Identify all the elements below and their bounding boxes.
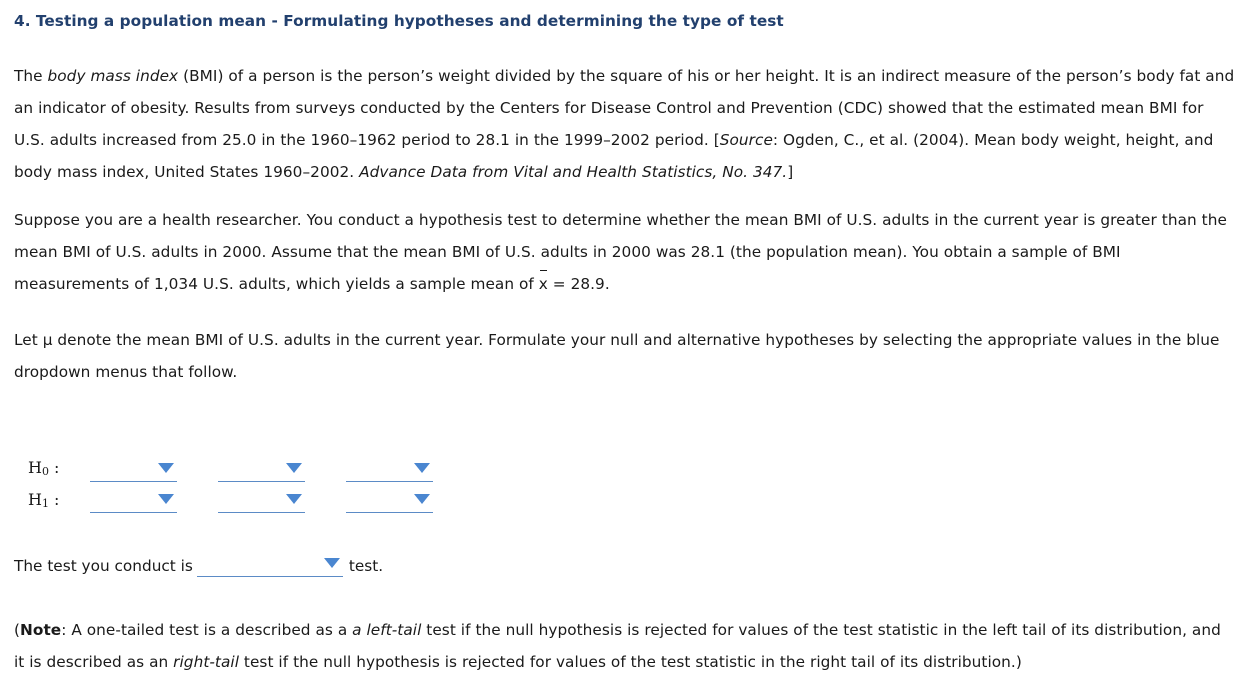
dropdown-arrow-icon (414, 494, 430, 504)
h1-subscript: 1 (41, 497, 49, 510)
dropdown-arrow-icon (286, 494, 302, 504)
scenario-paragraph (14, 204, 1234, 300)
note-text-3: test if the null hypothesis is rejected for values of the test statistic in the right tail of its distribution.) (239, 653, 1022, 671)
intro-paragraph (14, 60, 1234, 188)
null-hypothesis-label (28, 458, 59, 477)
dropdown-arrow-icon (286, 463, 302, 473)
intro-text-2: (BMI) of a person is the person’s weight divided by the square of his or her height. It is an indirect measure of the person’s body fat and an indicator of obesity. Results from surveys conducted by the Centers for Disease Control and Prevention (CDC) showed that the estimated mean BMI for U.S. adults increased from 25.0 in the 1960–1962 period to 28.1 in the 1999–2002 period. [ (14, 67, 1234, 149)
h0-operator-dropdown[interactable] (218, 459, 305, 482)
h0-value-dropdown[interactable] (346, 459, 433, 482)
h0-letter: H (28, 458, 42, 477)
note-paragraph (14, 614, 1234, 678)
note-text-1: : A one-tailed test is a described as a (61, 621, 353, 639)
test-type-suffix: test. (348, 557, 384, 575)
dropdown-arrow-icon (158, 494, 174, 504)
scenario-text: Suppose you are a health researcher. You conduct a hypothesis test to determine whether the mean BMI of U.S. adults in the current year is greater than the mean BMI of U.S. adults in 2000. Assume that the mean BMI of U.S. adults in 2000 was 28.1 (the population mean). You obtain a sample of BMI measurements of 1,034 U.S. adults, which yields a sample mean of (14, 211, 1227, 293)
test-type-sentence (14, 550, 383, 582)
h1-parameter-dropdown[interactable] (90, 490, 177, 513)
test-type-prefix: The test you conduct is (14, 557, 193, 575)
source-label: Source (719, 131, 773, 149)
journal-title: Advance Data from Vital and Health Statistics, No. 347. (359, 163, 788, 181)
left-tail-term: a left-tail (352, 621, 422, 639)
bmi-term: body mass index (47, 67, 179, 85)
citation-text: : Ogden, C., et al. (2004). Mean body weight, height, and body mass index, United States 1960–2002. (14, 131, 1214, 181)
dropdown-arrow-icon (324, 558, 340, 568)
instructions-paragraph: Let μ denote the mean BMI of U.S. adults in the current year. Formulate your null and alternative hypotheses by selecting the appropriate values in the blue dropdown menus that follow. (14, 331, 1220, 381)
dropdown-arrow-icon (158, 463, 174, 473)
dropdown-arrow-icon (414, 463, 430, 473)
note-open-paren: ( (14, 621, 21, 639)
right-tail-term: right-tail (173, 653, 240, 671)
note-text-2: test if the null hypothesis is rejected for values of the test statistic in the left tail of its distribution, and it is described as an (14, 621, 1221, 671)
h0-parameter-dropdown[interactable] (90, 459, 177, 482)
question-title: 4. Testing a population mean - Formulating hypotheses and determining the type of test (14, 12, 784, 30)
test-type-dropdown[interactable] (197, 554, 343, 577)
intro-text-1: The (14, 67, 48, 85)
citation-close: ] (787, 163, 794, 181)
h1-letter: H (28, 490, 42, 509)
h0-colon: : (48, 458, 60, 477)
h0-subscript: 0 (41, 465, 49, 478)
sample-mean-value: = 28.9. (547, 275, 610, 293)
h1-value-dropdown[interactable] (346, 490, 433, 513)
h1-operator-dropdown[interactable] (218, 490, 305, 513)
x-bar-symbol: x (539, 268, 548, 300)
h1-colon: : (48, 490, 60, 509)
note-label: Note (20, 621, 62, 639)
alternative-hypothesis-label (28, 490, 59, 509)
